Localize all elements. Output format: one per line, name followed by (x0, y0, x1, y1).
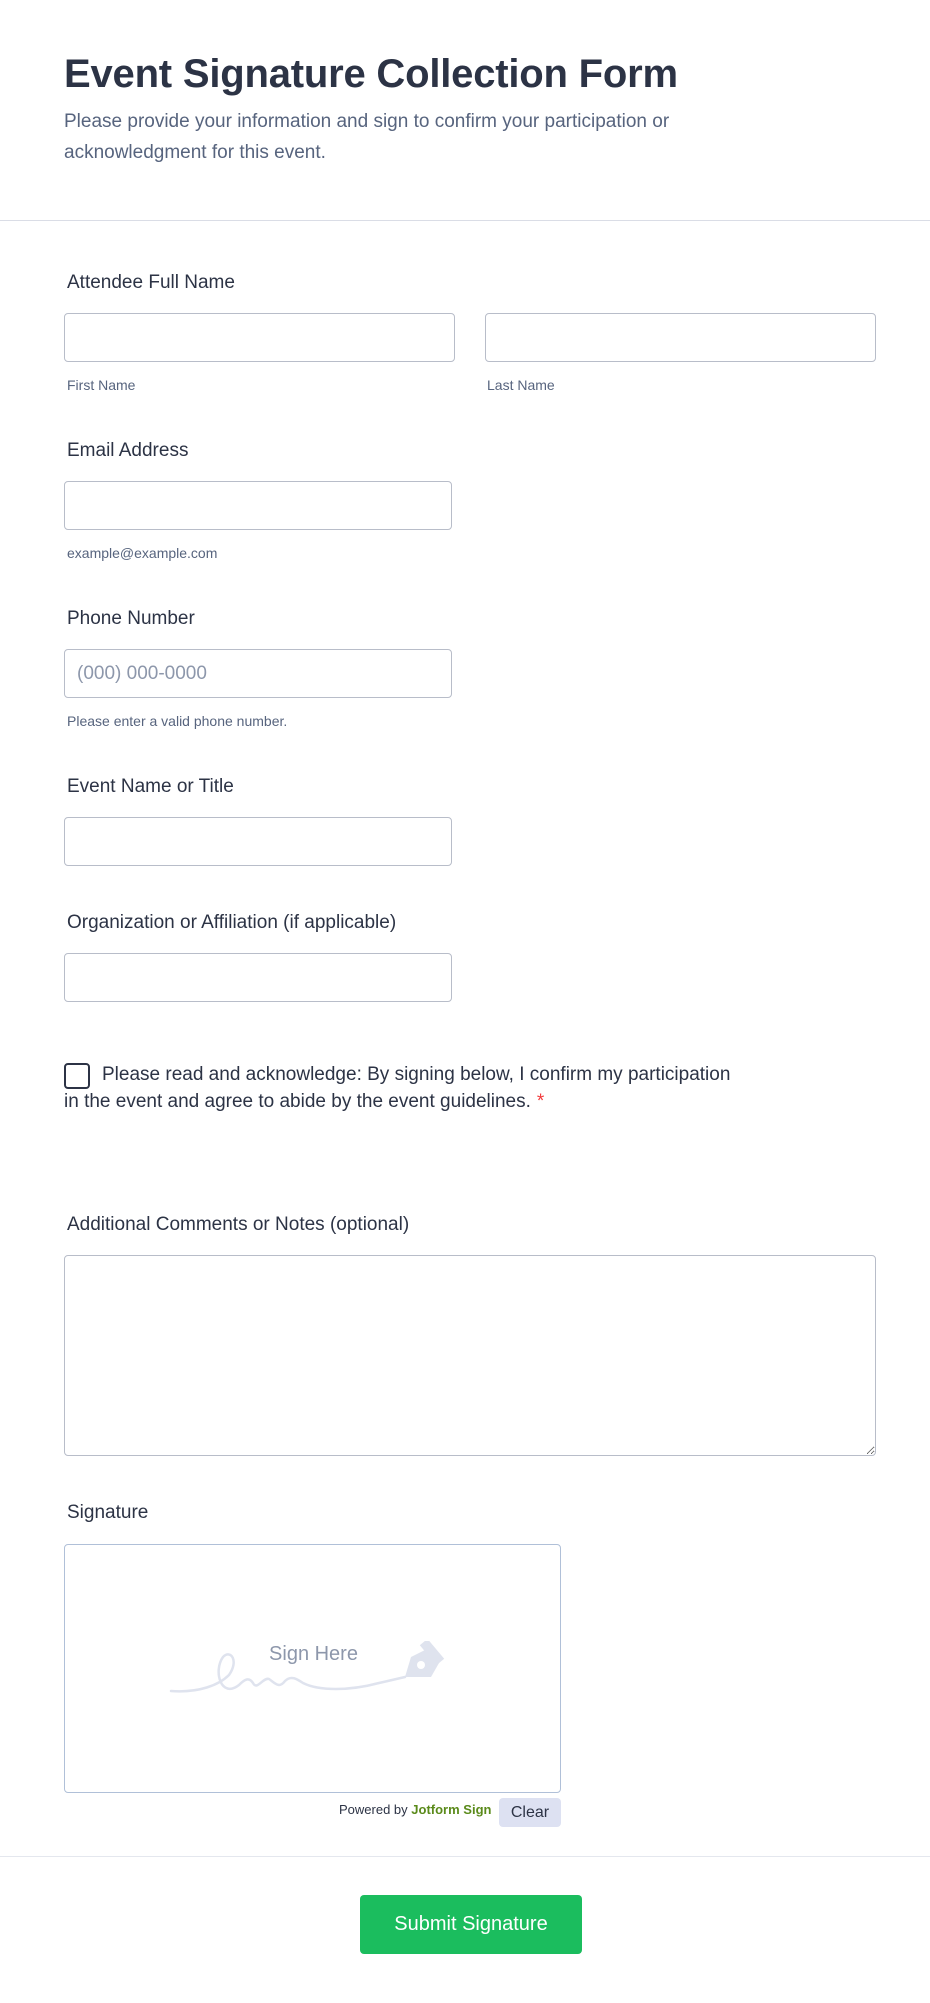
page-title: Event Signature Collection Form (64, 52, 678, 96)
sign-here-hint: Sign Here (269, 1643, 358, 1665)
form-header (0, 0, 930, 221)
phone-input[interactable] (64, 649, 452, 698)
signature-label: Signature (67, 1502, 149, 1523)
phone-label: Phone Number (67, 608, 195, 629)
page-subtitle: Please provide your information and sign to confirm your participation or acknowledgment for this event. (64, 111, 670, 163)
phone-sublabel: Please enter a valid phone number. (67, 713, 288, 729)
signature-pad[interactable] (64, 1544, 561, 1793)
powered-by-brand[interactable]: Jotform Sign (411, 1802, 492, 1817)
comments-label: Additional Comments or Notes (optional) (67, 1214, 410, 1235)
last-name-sublabel: Last Name (487, 377, 555, 393)
powered-by (339, 1802, 491, 1817)
first-name-sublabel: First Name (67, 377, 136, 393)
email-label: Email Address (67, 440, 189, 461)
acknowledge-text (64, 1061, 744, 1115)
required-asterisk: * (536, 1091, 545, 1112)
acknowledge-label: Please read and acknowledge: By signing below, I confirm my participation in the event and agree to abide by the event guidelines. (64, 1064, 731, 1112)
last-name-input[interactable] (485, 313, 876, 362)
first-name-input[interactable] (64, 313, 455, 362)
footer-divider (0, 1856, 930, 1857)
submit-button[interactable]: Submit Signature (360, 1895, 582, 1954)
full-name-label: Attendee Full Name (67, 272, 235, 293)
clear-signature-button[interactable]: Clear (499, 1798, 561, 1827)
email-sublabel: example@example.com (67, 545, 218, 561)
event-name-label: Event Name or Title (67, 776, 234, 797)
email-input[interactable] (64, 481, 452, 530)
event-name-input[interactable] (64, 817, 452, 866)
organization-label: Organization or Affiliation (if applicable) (67, 912, 397, 933)
comments-textarea[interactable] (64, 1255, 876, 1456)
powered-by-prefix: Powered by (339, 1802, 408, 1817)
organization-input[interactable] (64, 953, 452, 1002)
